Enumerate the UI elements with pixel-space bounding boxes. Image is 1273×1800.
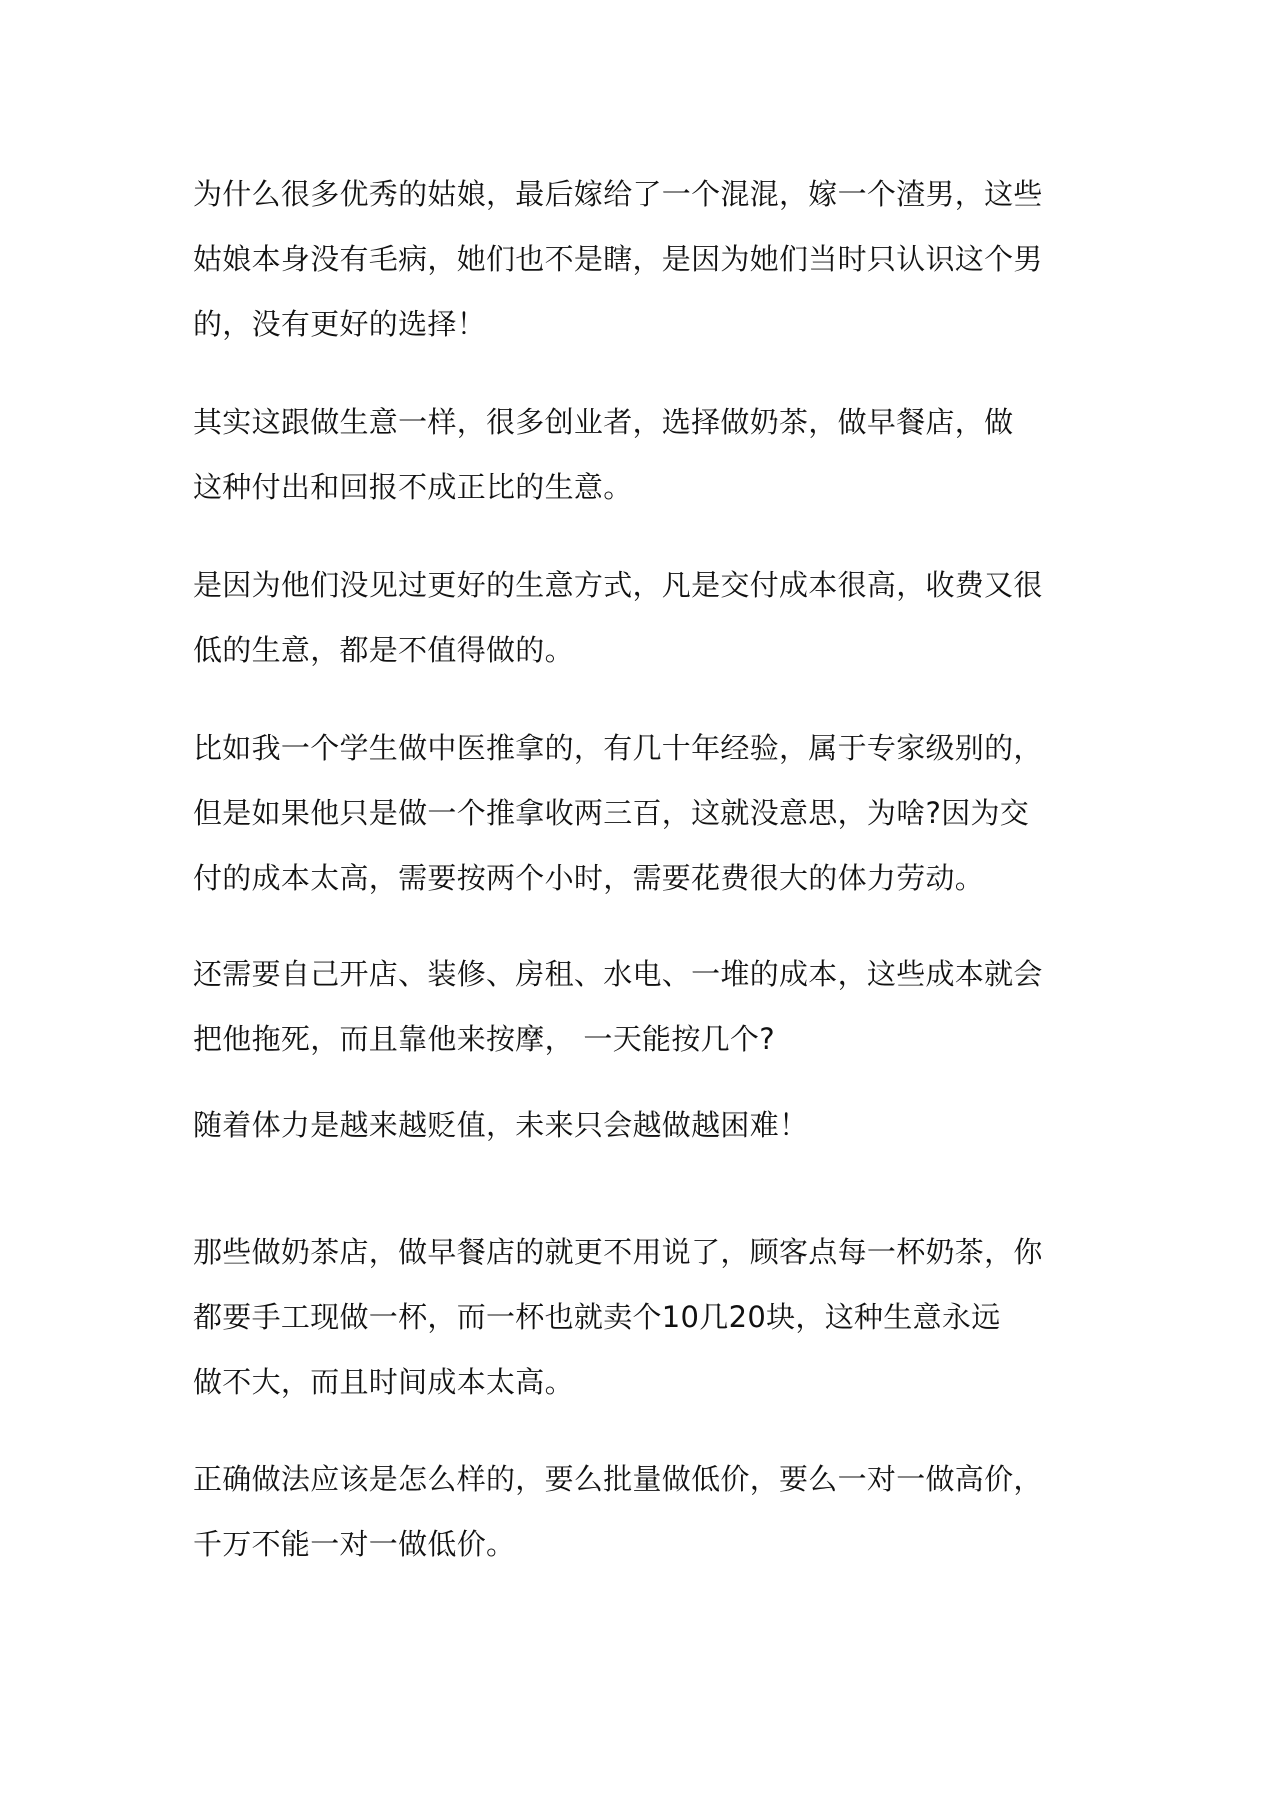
paragraph-8 bbox=[193, 1447, 1103, 1577]
text-line: 做不大，而且时间成本太高。 bbox=[193, 1365, 574, 1399]
text-line: 为什么很多优秀的姑娘，最后嫁给了一个混混，嫁一个渣男，这些 bbox=[193, 177, 1043, 211]
paragraph-4 bbox=[193, 716, 1103, 911]
text-line: 还需要自己开店、装修、房租、水电、一堆的成本，这些成本就会 bbox=[193, 957, 1043, 991]
paragraph-2 bbox=[193, 390, 1103, 520]
text-line: 把他拖死，而且靠他来按摩， 一天能按几个? bbox=[193, 1022, 775, 1056]
text-line: 的，没有更好的选择！ bbox=[193, 307, 487, 341]
text-line: 正确做法应该是怎么样的，要么批量做低价，要么一对一做高价， bbox=[193, 1462, 1043, 1496]
text-line: 千万不能一对一做低价。 bbox=[193, 1527, 516, 1561]
paragraph-5 bbox=[193, 942, 1103, 1072]
text-line: 付的成本太高，需要按两个小时，需要花费很大的体力劳动。 bbox=[193, 861, 985, 895]
paragraph-1 bbox=[193, 162, 1103, 357]
text-line: 比如我一个学生做中医推拿的，有几十年经验，属于专家级别的， bbox=[193, 731, 1043, 765]
text-line: 这种付出和回报不成正比的生意。 bbox=[193, 470, 633, 504]
text-line: 是因为他们没见过更好的生意方式，凡是交付成本很高，收费又很 bbox=[193, 568, 1043, 602]
text-line: 低的生意，都是不值得做的。 bbox=[193, 633, 574, 667]
text-line: 那些做奶茶店，做早餐店的就更不用说了，顾客点每一杯奶茶，你 bbox=[193, 1235, 1043, 1269]
paragraph-3 bbox=[193, 553, 1103, 683]
text-line: 都要手工现做一杯，而一杯也就卖个10几20块，这种生意永远 bbox=[193, 1300, 1001, 1334]
text-line: 随着体力是越来越贬值，未来只会越做越困难！ bbox=[193, 1108, 809, 1142]
text-line: 姑娘本身没有毛病，她们也不是瞎，是因为她们当时只认识这个男 bbox=[193, 242, 1043, 276]
paragraph-7 bbox=[193, 1220, 1103, 1415]
text-line: 但是如果他只是做一个推拿收两三百，这就没意思，为啥?因为交 bbox=[193, 796, 1030, 830]
text-line: 其实这跟做生意一样，很多创业者，选择做奶茶，做早餐店，做 bbox=[193, 405, 1014, 439]
paragraph-6 bbox=[193, 1093, 1103, 1158]
